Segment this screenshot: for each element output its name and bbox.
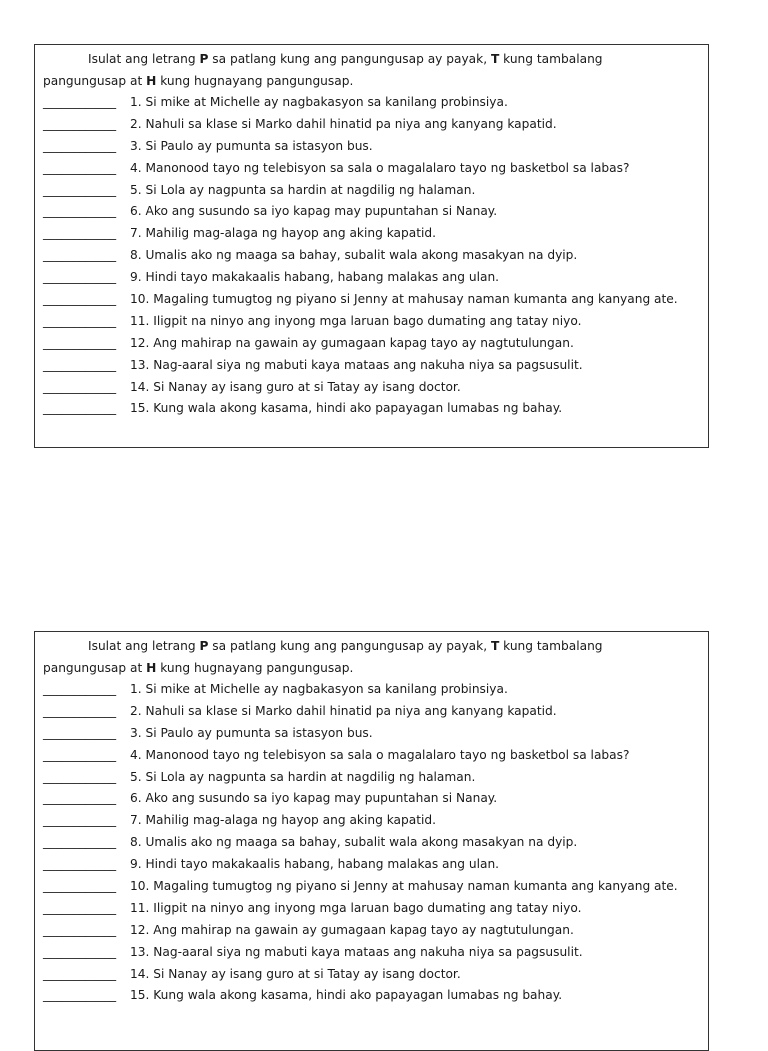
answer-blank[interactable]: ____________ (43, 857, 117, 872)
item-text: 14. Si Nanay ay isang guro at si Tatay ay isang doctor. (130, 966, 461, 981)
answer-blank[interactable]: ____________ (43, 335, 117, 350)
item-text: 1. Si mike at Michelle ay nagbakasyon sa kanilang probinsiya. (130, 682, 508, 696)
list-item (43, 201, 708, 223)
list-item (43, 898, 708, 920)
instruction-text: sa patlang kung ang pangungusap ay payak, (208, 52, 491, 66)
answer-blank[interactable]: ____________ (43, 95, 117, 109)
letter-p: P (199, 639, 209, 653)
instruction-text: pangungusap at (43, 74, 147, 88)
item-text: 7. Mahilig mag-alaga ng hayop ang aking kapatid. (130, 226, 437, 241)
item-list (43, 92, 708, 420)
worksheet-box-top (34, 44, 709, 448)
list-item (43, 223, 708, 245)
instruction-line-1 (43, 48, 708, 70)
list-item (43, 289, 708, 311)
answer-blank[interactable]: ____________ (43, 357, 117, 372)
list-item (43, 92, 708, 114)
instruction-text: Isulat ang letrang (88, 52, 200, 66)
list-item (43, 876, 708, 898)
list-item (43, 355, 708, 377)
letter-h: H (146, 74, 157, 88)
list-item (43, 311, 708, 333)
answer-blank[interactable]: ____________ (43, 160, 117, 175)
answer-blank[interactable]: ____________ (43, 116, 117, 131)
instruction-line-2 (43, 70, 708, 92)
item-text: 7. Mahilig mag-alaga ng hayop ang aking kapatid. (130, 813, 437, 828)
instruction-text: sa patlang kung ang pangungusap ay payak, (208, 639, 491, 653)
letter-p: P (199, 52, 209, 66)
answer-blank[interactable]: ____________ (43, 900, 117, 915)
item-text: 9. Hindi tayo makakaalis habang, habang malakas ang ulan. (130, 857, 500, 872)
item-text: 5. Si Lola ay nagpunta sa hardin at nagdilig ng halaman. (130, 182, 476, 197)
answer-blank[interactable]: ____________ (43, 747, 117, 762)
answer-blank[interactable]: ____________ (43, 922, 117, 937)
answer-blank[interactable]: ____________ (43, 204, 117, 219)
answer-blank[interactable]: ____________ (43, 769, 117, 784)
answer-blank[interactable]: ____________ (43, 313, 117, 328)
list-item (43, 854, 708, 876)
list-item (43, 136, 708, 158)
item-text: 6. Ako ang susundo sa iyo kapag may pupuntahan si Nanay. (130, 791, 498, 806)
list-item (43, 745, 708, 767)
item-text: 14. Si Nanay ay isang guro at si Tatay ay isang doctor. (130, 379, 461, 394)
list-item (43, 920, 708, 942)
list-item (43, 701, 708, 723)
worksheet-box-bottom (34, 631, 709, 1051)
answer-blank[interactable]: ____________ (43, 270, 117, 285)
list-item (43, 767, 708, 789)
list-item (43, 245, 708, 267)
instruction-text: Isulat ang letrang (88, 639, 200, 653)
letter-h: H (146, 661, 157, 675)
item-text: 3. Si Paulo ay pumunta sa istasyon bus. (130, 725, 373, 740)
item-text: 4. Manonood tayo ng telebisyon sa sala o magalalaro tayo ng basketbol sa labas? (130, 747, 630, 762)
item-text: 10. Magaling tumugtog ng piyano si Jenny at mahusay naman kumanta ang kanyang ate. (130, 292, 678, 307)
list-item (43, 333, 708, 355)
item-text: 1. Si mike at Michelle ay nagbakasyon sa kanilang probinsiya. (130, 95, 508, 109)
item-text: 10. Magaling tumugtog ng piyano si Jenny at mahusay naman kumanta ang kanyang ate. (130, 879, 678, 894)
instruction-text: kung hugnayang pangungusap. (156, 74, 354, 88)
item-text: 3. Si Paulo ay pumunta sa istasyon bus. (130, 138, 373, 153)
list-item (43, 114, 708, 136)
list-item (43, 723, 708, 745)
answer-blank[interactable]: ____________ (43, 226, 117, 241)
list-item (43, 942, 708, 964)
answer-blank[interactable]: ____________ (43, 682, 117, 696)
item-text: 6. Ako ang susundo sa iyo kapag may pupuntahan si Nanay. (130, 204, 498, 219)
item-text: 15. Kung wala akong kasama, hindi ako papayagan lumabas ng bahay. (130, 401, 563, 416)
answer-blank[interactable]: ____________ (43, 944, 117, 959)
item-text: 13. Nag-aaral siya ng mabuti kaya mataas ang nakuha niya sa pagsusulit. (130, 357, 583, 372)
item-text: 12. Ang mahirap na gawain ay gumagaan kapag tayo ay nagtutulungan. (130, 922, 574, 937)
list-item (43, 964, 708, 986)
instruction-text: kung tambalang (499, 639, 603, 653)
answer-blank[interactable]: ____________ (43, 182, 117, 197)
answer-blank[interactable]: ____________ (43, 379, 117, 394)
list-item (43, 158, 708, 180)
answer-blank[interactable]: ____________ (43, 791, 117, 806)
list-item (43, 398, 708, 420)
list-item (43, 985, 708, 1007)
list-item (43, 377, 708, 399)
item-text: 8. Umalis ako ng maaga sa bahay, subalit wala akong masakyan na dyip. (130, 835, 578, 850)
instruction-text: kung tambalang (499, 52, 603, 66)
answer-blank[interactable]: ____________ (43, 988, 117, 1003)
instruction-line-1 (43, 635, 708, 657)
item-text: 13. Nag-aaral siya ng mabuti kaya mataas ang nakuha niya sa pagsusulit. (130, 944, 583, 959)
answer-blank[interactable]: ____________ (43, 703, 117, 718)
item-text: 15. Kung wala akong kasama, hindi ako papayagan lumabas ng bahay. (130, 988, 563, 1003)
answer-blank[interactable]: ____________ (43, 401, 117, 416)
item-list (43, 679, 708, 1007)
letter-t: T (490, 52, 500, 66)
list-item (43, 788, 708, 810)
list-item (43, 810, 708, 832)
answer-blank[interactable]: ____________ (43, 966, 117, 981)
item-text: 5. Si Lola ay nagpunta sa hardin at nagdilig ng halaman. (130, 769, 476, 784)
item-text: 2. Nahuli sa klase si Marko dahil hinatid pa niya ang kanyang kapatid. (130, 703, 557, 718)
answer-blank[interactable]: ____________ (43, 138, 117, 153)
item-text: 9. Hindi tayo makakaalis habang, habang malakas ang ulan. (130, 270, 500, 285)
item-text: 4. Manonood tayo ng telebisyon sa sala o magalalaro tayo ng basketbol sa labas? (130, 160, 630, 175)
answer-blank[interactable]: ____________ (43, 813, 117, 828)
instruction-line-2 (43, 657, 708, 679)
list-item (43, 267, 708, 289)
answer-blank[interactable]: ____________ (43, 879, 117, 894)
list-item (43, 832, 708, 854)
item-text: 12. Ang mahirap na gawain ay gumagaan kapag tayo ay nagtutulungan. (130, 335, 574, 350)
answer-blank[interactable]: ____________ (43, 725, 117, 740)
item-text: 2. Nahuli sa klase si Marko dahil hinatid pa niya ang kanyang kapatid. (130, 116, 557, 131)
answer-blank[interactable]: ____________ (43, 248, 117, 263)
instruction-text: kung hugnayang pangungusap. (156, 661, 354, 675)
list-item (43, 679, 708, 701)
answer-blank[interactable]: ____________ (43, 835, 117, 850)
item-text: 11. Iligpit na ninyo ang inyong mga laruan bago dumating ang tatay niyo. (130, 313, 582, 328)
letter-t: T (490, 639, 500, 653)
list-item (43, 180, 708, 202)
answer-blank[interactable]: ____________ (43, 292, 117, 307)
item-text: 8. Umalis ako ng maaga sa bahay, subalit wala akong masakyan na dyip. (130, 248, 578, 263)
instruction-text: pangungusap at (43, 661, 147, 675)
item-text: 11. Iligpit na ninyo ang inyong mga laruan bago dumating ang tatay niyo. (130, 900, 582, 915)
